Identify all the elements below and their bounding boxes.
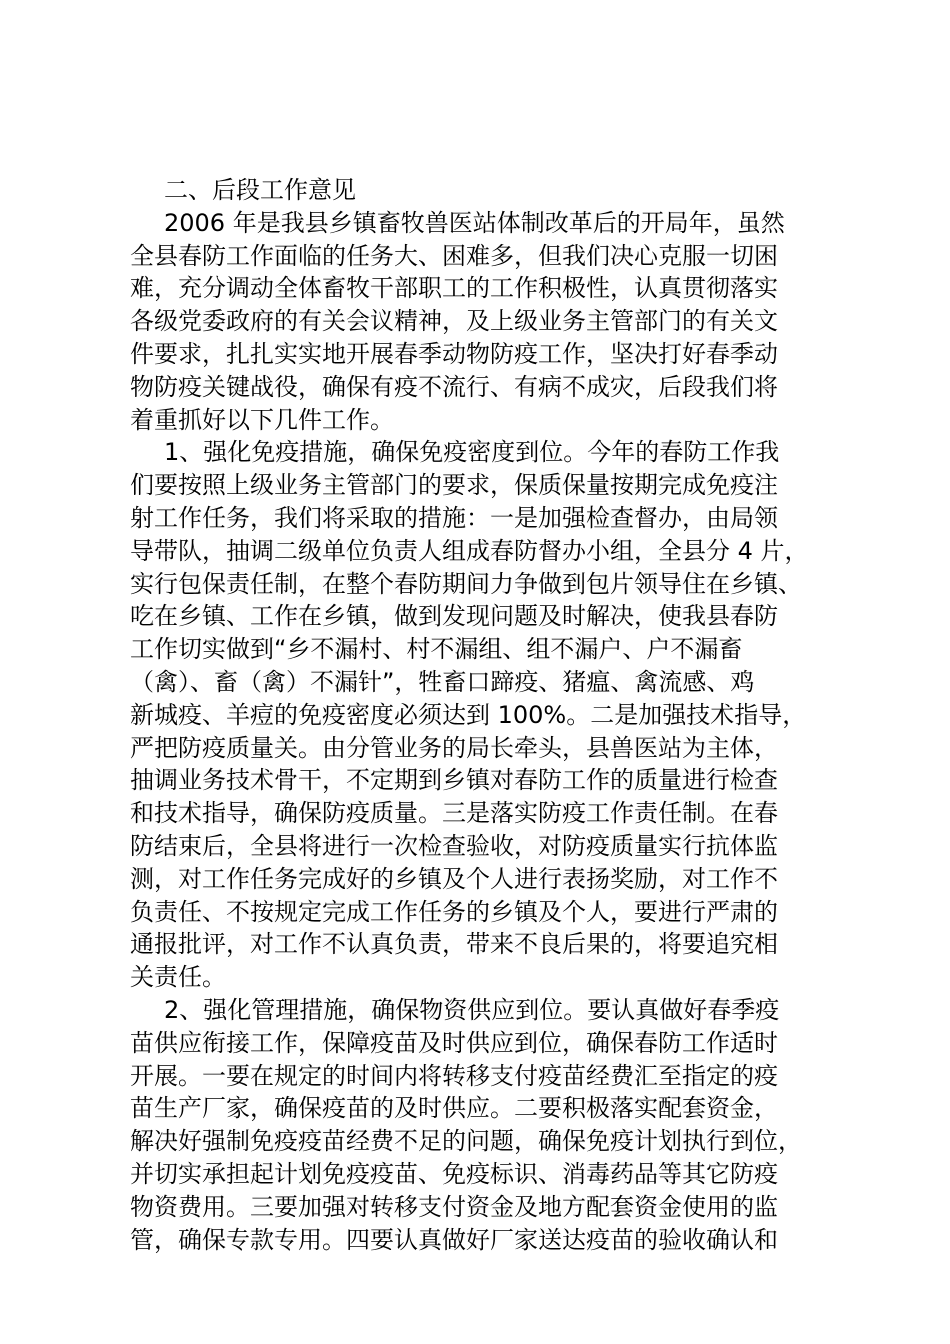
paragraph-line: 负责任、不按规定完成工作任务的乡镇及个人，要进行严肃的 (130, 897, 778, 926)
paragraph-line: 测，对工作任务完成好的乡镇及个人进行表扬奖励，对工作不 (130, 864, 778, 893)
paragraph-line: 解决好强制免疫疫苗经费不足的问题，确保免疫计划执行到位， (130, 1127, 802, 1156)
paragraph-first-line: 1、强化免疫措施，确保免疫密度到位。今年的春防工作我 (164, 438, 780, 467)
paragraph-line: 通报批评，对工作不认真负责，带来不良后果的，将要追究相 (130, 930, 778, 959)
paragraph-line: 苗生产厂家，确保疫苗的及时供应。二要积极落实配套资金， (130, 1094, 778, 1123)
paragraph-line: 吃在乡镇、工作在乡镇，做到发现问题及时解决，使我县春防 (130, 602, 778, 631)
paragraph-line: 并切实承担起计划免疫疫苗、免疫标识、消毒药品等其它防疫 (130, 1159, 778, 1188)
paragraph-line: 严把防疫质量关。由分管业务的局长牵头，县兽医站为主体， (130, 733, 778, 762)
paragraph-first-line: 2006 年是我县乡镇畜牧兽医站体制改革后的开局年，虽然 (164, 208, 785, 237)
paragraph-line: 和技术指导，确保防疫质量。三是落实防疫工作责任制。在春 (130, 799, 778, 828)
paragraph-line: 全县春防工作面临的任务大、困难多，但我们决心克服一切困 (130, 241, 778, 270)
paragraph-line: 工作切实做到“乡不漏村、村不漏组、组不漏户、户不漏畜 (130, 635, 743, 664)
paragraph-line: 防结束后，全县将进行一次检查验收，对防疫质量实行抗体监 (130, 831, 778, 860)
document-body (130, 174, 820, 1256)
paragraph-line: 着重抓好以下几件工作。 (130, 405, 394, 434)
paragraph-line: 们要按照上级业务主管部门的要求，保质保量按期完成免疫注 (130, 471, 778, 500)
paragraph-line: 新城疫、羊痘的免疫密度必须达到 100%。二是加强技术指导， (130, 700, 807, 729)
paragraph-line: 物资费用。三要加强对转移支付资金及地方配套资金使用的监 (130, 1192, 778, 1221)
paragraph-line: 各级党委政府的有关会议精神，及上级业务主管部门的有关文 (130, 307, 778, 336)
paragraph-line: 实行包保责任制，在整个春防期间力争做到包片领导住在乡镇、 (130, 569, 802, 598)
paragraph-line: 件要求，扎扎实实地开展春季动物防疫工作，坚决打好春季动 (130, 339, 778, 368)
paragraph-first-line: 2、强化管理措施，确保物资供应到位。要认真做好春季疫 (164, 995, 780, 1024)
paragraph-line: 难，充分调动全体畜牧干部职工的工作积极性，认真贯彻落实 (130, 274, 778, 303)
paragraph-first-line: 二、后段工作意见 (164, 176, 356, 204)
paragraph-line: 抽调业务技术骨干，不定期到乡镇对春防工作的质量进行检查 (130, 766, 778, 795)
paragraph-line: 开展。一要在规定的时间内将转移支付疫苗经费汇至指定的疫 (130, 1061, 778, 1090)
paragraph-line: 导带队，抽调二级单位负责人组成春防督办小组，全县分 4 片， (130, 536, 809, 565)
paragraph-line: 管，确保专款专用。四要认真做好厂家送达疫苗的验收确认和 (130, 1225, 778, 1254)
paragraph-line: 关责任。 (130, 963, 226, 992)
paragraph-line: （禽）、畜（禽）不漏针”，牲畜口蹄疫、猪瘟、禽流感、鸡 (130, 667, 755, 696)
paragraph-line: 苗供应衔接工作，保障疫苗及时供应到位，确保春防工作适时 (130, 1028, 778, 1057)
paragraph-line: 物防疫关键战役，确保有疫不流行、有病不成灾，后段我们将 (130, 372, 778, 401)
paragraph-line: 射工作任务，我们将采取的措施：一是加强检查督办，由局领 (130, 503, 778, 532)
